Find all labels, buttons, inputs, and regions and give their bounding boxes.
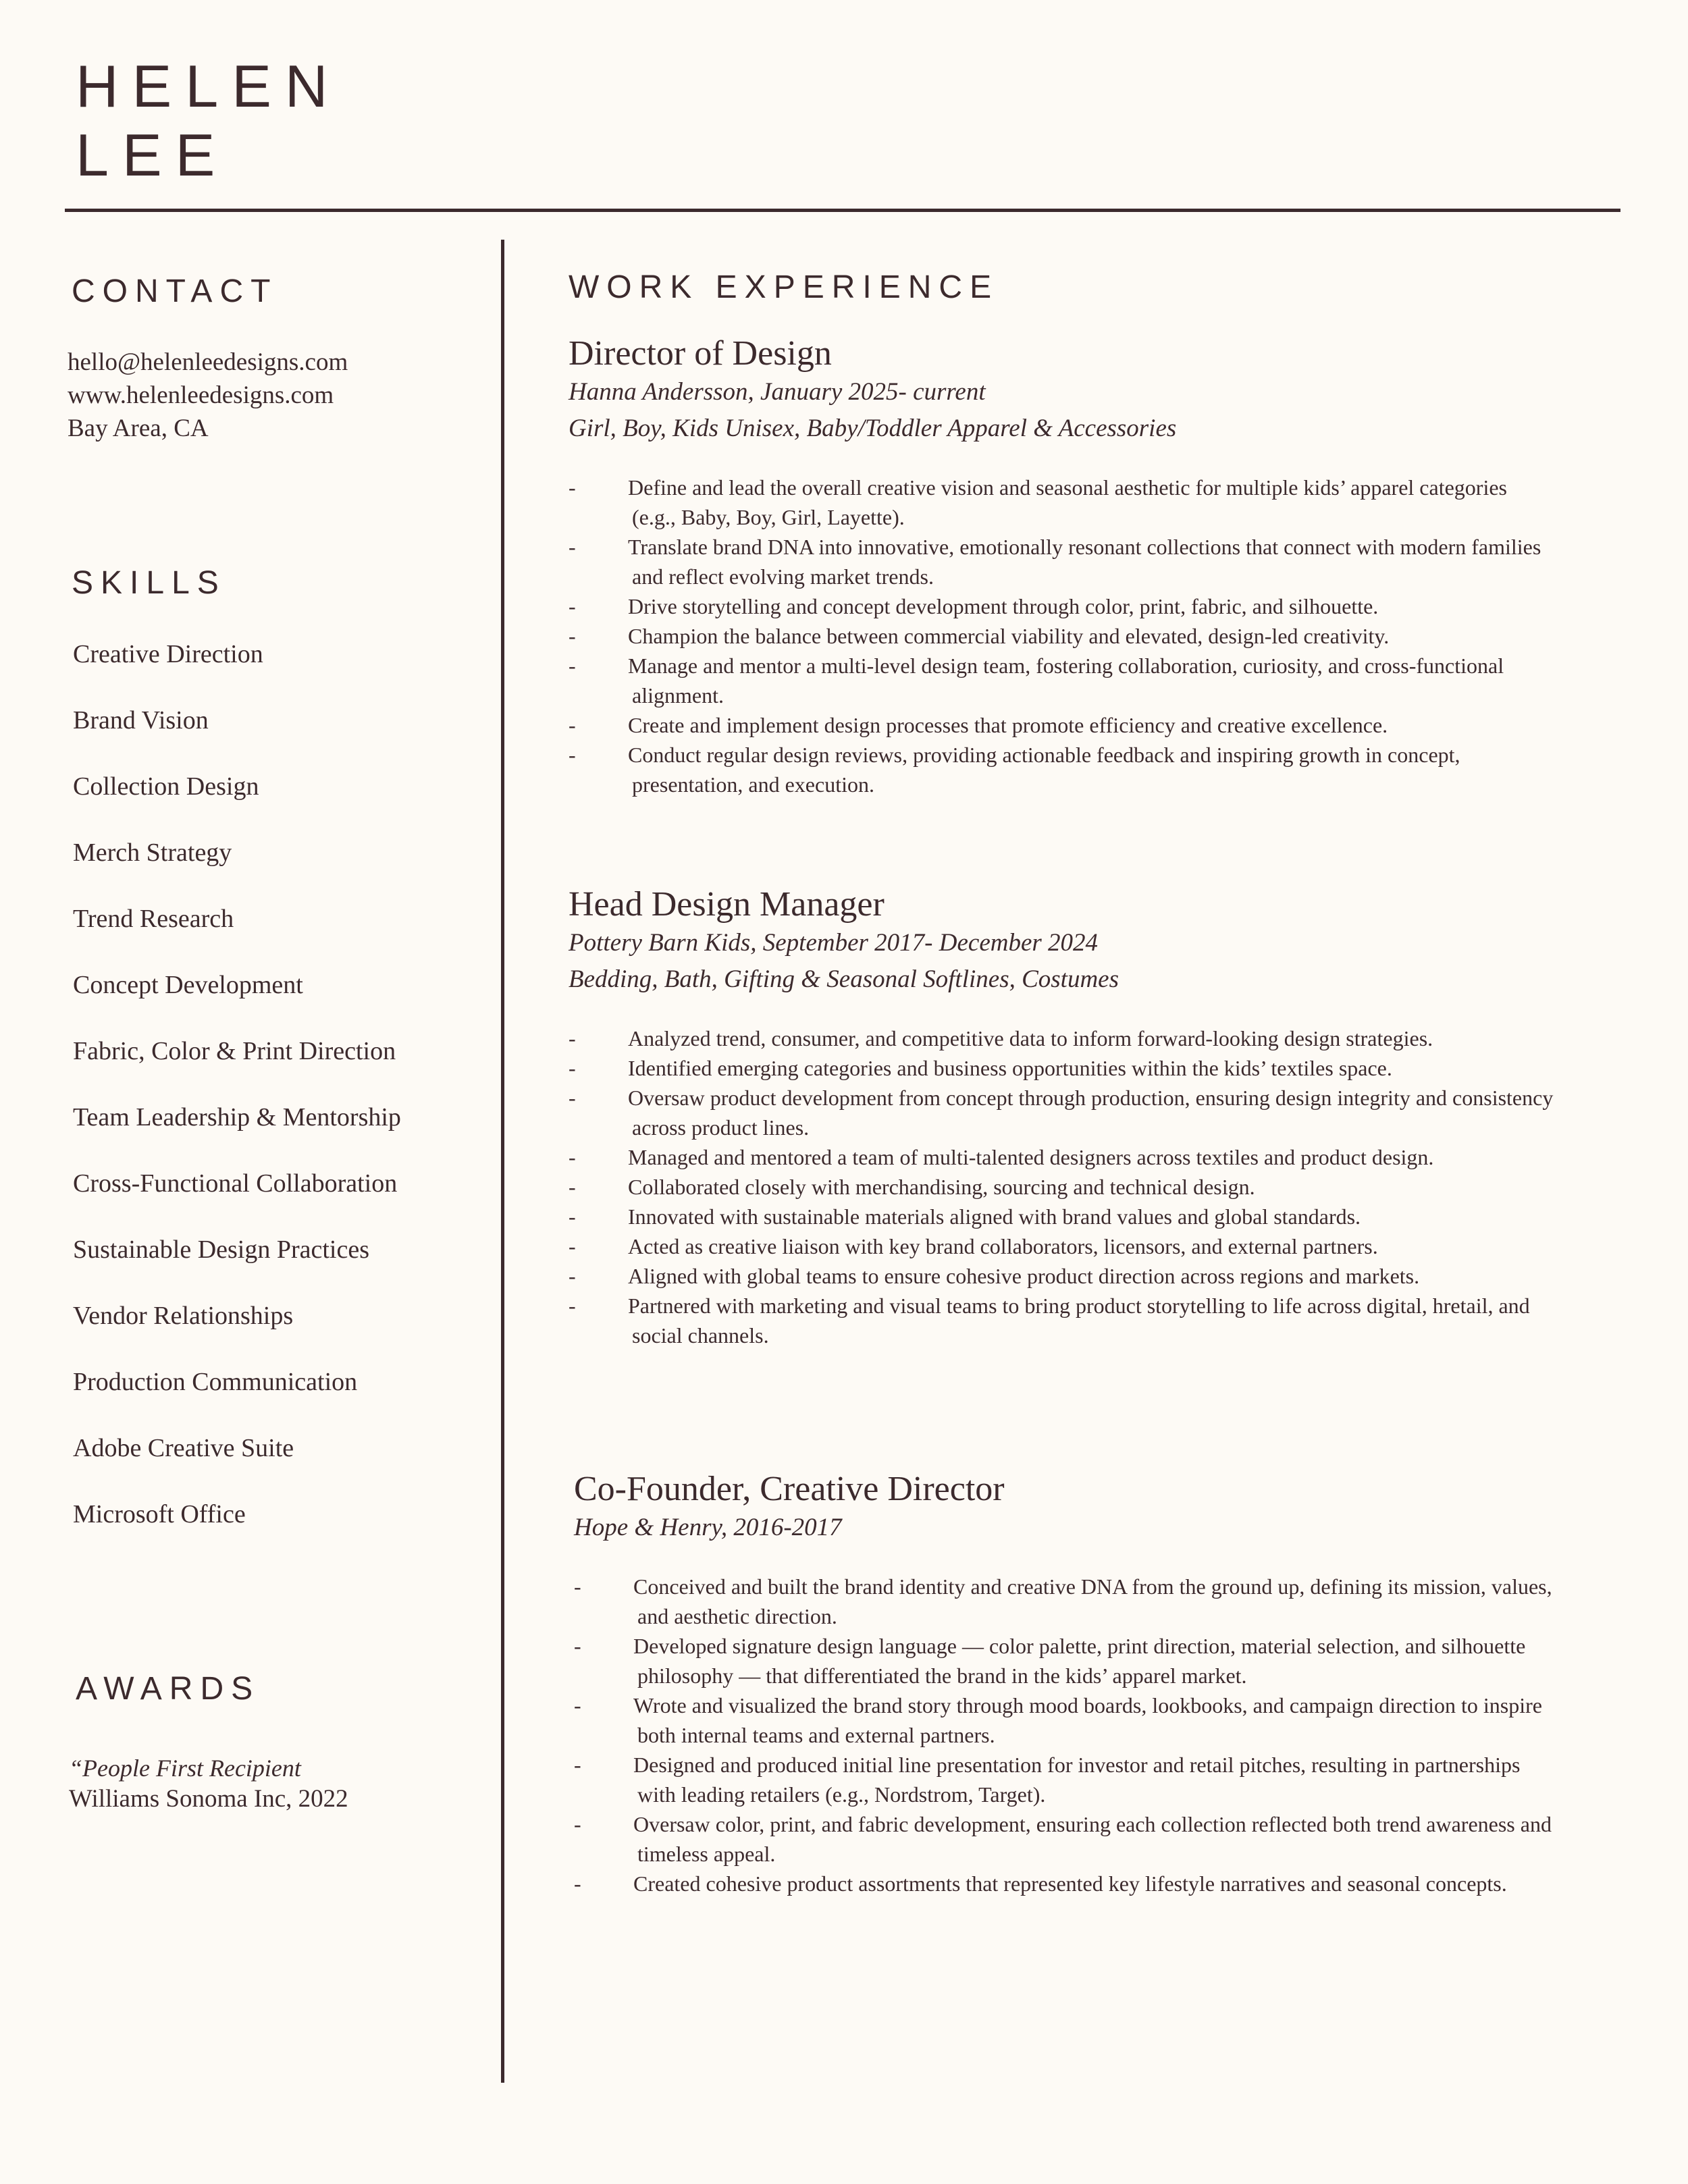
skill-item: Production Communication (73, 1368, 358, 1396)
bullet-marker: - (569, 475, 576, 500)
bullet-marker: - (569, 1026, 576, 1050)
job-entry (574, 1469, 1560, 1898)
job-title: Director of Design (569, 334, 832, 373)
bullet-marker: - (569, 1234, 576, 1258)
job-bullets (574, 1572, 1560, 1898)
bullet-item: - Champion the balance between commercial viability and elevated, design-led creativity. (569, 621, 1554, 651)
skill-item: Fabric, Color & Print Direction (73, 1037, 396, 1065)
bullet-item: - Identified emerging categories and business opportunities within the kids’ textiles space. (569, 1053, 1554, 1083)
skill-item: Concept Development (73, 971, 303, 999)
skill-item: Microsoft Office (73, 1500, 246, 1528)
skill-item: Merch Strategy (73, 838, 232, 867)
job-bullets (569, 473, 1554, 799)
name-last: LEE (76, 122, 229, 188)
skill-item: Collection Design (73, 772, 259, 801)
bullet-marker: - (574, 1574, 581, 1599)
bullet-item: - Partnered with marketing and visual teams to bring product storytelling to life across digital, hretail, and social channels. (569, 1291, 1554, 1350)
bullet-marker: - (569, 594, 576, 618)
bullet-marker: - (569, 1056, 576, 1080)
job-title: Co-Founder, Creative Director (574, 1470, 1005, 1508)
job-title: Head Design Manager (569, 885, 885, 924)
bullet-marker: - (569, 743, 576, 767)
contact-email[interactable]: hello@helenleedesigns.com (68, 348, 348, 376)
bullet-marker: - (569, 1264, 576, 1288)
bullet-marker: - (569, 1204, 576, 1229)
skill-item: Adobe Creative Suite (73, 1434, 294, 1462)
job-bullets (569, 1023, 1554, 1350)
skill-item: Trend Research (73, 905, 234, 933)
bullet-item: - Oversaw product development from concept through production, ensuring design integrity and consistency across product lines. (569, 1083, 1554, 1142)
contact-heading: CONTACT (72, 273, 278, 309)
bullet-item: - Wrote and visualized the brand story through mood boards, lookbooks, and campaign direction to inspire both internal teams and external partners. (574, 1690, 1560, 1750)
skill-item: Brand Vision (73, 706, 209, 735)
job-entry (569, 884, 1554, 1350)
job-categories: Bedding, Bath, Gifting & Seasonal Softlines, Costumes (569, 965, 1119, 993)
skills-heading: SKILLS (72, 565, 226, 601)
skill-item: Sustainable Design Practices (73, 1235, 370, 1264)
contact-website[interactable]: www.helenleedesigns.com (68, 381, 334, 409)
job-entry (569, 334, 1554, 799)
column-divider (501, 240, 504, 2083)
bullet-item: - Conduct regular design reviews, providing actionable feedback and inspiring growth in concept, presentation, and execution. (569, 740, 1554, 799)
bullet-item: - Drive storytelling and concept development through color, print, fabric, and silhouette. (569, 591, 1554, 621)
bullet-item: - Developed signature design language — color palette, print direction, material selection, and silhouette philosophy — that differentiated the brand in the kids’ apparel market. (574, 1631, 1560, 1690)
bullet-item: - Translate brand DNA into innovative, emotionally resonant collections that connect with modern families and reflect evolving market trends. (569, 532, 1554, 591)
bullet-item: - Acted as creative liaison with key brand collaborators, licensors, and external partners. (569, 1231, 1554, 1261)
job-categories: Girl, Boy, Kids Unisex, Baby/Toddler Apparel & Accessories (569, 415, 1177, 442)
awards-heading: AWARDS (76, 1671, 261, 1707)
award-title: “People First Recipient (69, 1755, 301, 1782)
bullet-marker: - (569, 1294, 576, 1318)
bullet-item: - Aligned with global teams to ensure cohesive product direction across regions and markets. (569, 1261, 1554, 1291)
job-company-dates: Hope & Henry, 2016-2017 (574, 1514, 842, 1541)
bullet-marker: - (569, 1086, 576, 1110)
skill-item: Vendor Relationships (73, 1302, 294, 1330)
bullet-marker: - (569, 713, 576, 737)
bullet-item: - Designed and produced initial line presentation for investor and retail pitches, resulting in partnerships with leading retailers (e.g., Nordstrom, Target). (574, 1750, 1560, 1809)
skill-item: Creative Direction (73, 640, 263, 668)
bullet-item: - Create and implement design processes that promote efficiency and creative excellence. (569, 710, 1554, 740)
award-org: Williams Sonoma Inc, 2022 (69, 1785, 348, 1813)
bullet-item: - Conceived and built the brand identity and creative DNA from the ground up, defining its mission, values, and aesthetic direction. (574, 1572, 1560, 1631)
bullet-marker: - (569, 624, 576, 648)
work-experience-heading: WORK EXPERIENCE (569, 269, 999, 305)
bullet-marker: - (574, 1812, 581, 1836)
header-divider (65, 209, 1620, 212)
bullet-item: - Define and lead the overall creative vision and seasonal aesthetic for multiple kids’ apparel categories (e.g., Baby, Boy, Girl, Layette). (569, 473, 1554, 532)
contact-location: Bay Area, CA (68, 415, 209, 442)
job-company-dates: Hanna Andersson, January 2025- current (569, 378, 986, 406)
bullet-marker: - (574, 1634, 581, 1658)
bullet-item: - Collaborated closely with merchandising, sourcing and technical design. (569, 1172, 1554, 1202)
skill-item: Team Leadership & Mentorship (73, 1103, 401, 1131)
bullet-item: - Oversaw color, print, and fabric development, ensuring each collection reflected both trend awareness and timeless appeal. (574, 1809, 1560, 1869)
bullet-item: - Managed and mentored a team of multi-talented designers across textiles and product design. (569, 1142, 1554, 1172)
bullet-marker: - (574, 1693, 581, 1717)
job-company-dates: Pottery Barn Kids, September 2017- December 2024 (569, 929, 1099, 957)
bullet-marker: - (569, 654, 576, 678)
skill-item: Cross-Functional Collaboration (73, 1169, 398, 1198)
bullet-item: - Analyzed trend, consumer, and competitive data to inform forward-looking design strategies. (569, 1023, 1554, 1053)
bullet-item: - Innovated with sustainable materials aligned with brand values and global standards. (569, 1202, 1554, 1231)
bullet-marker: - (569, 535, 576, 559)
bullet-item: - Manage and mentor a multi-level design team, fostering collaboration, curiosity, and cross-functional alignment. (569, 651, 1554, 710)
bullet-item: - Created cohesive product assortments that represented key lifestyle narratives and seasonal concepts. (574, 1869, 1560, 1898)
bullet-marker: - (574, 1753, 581, 1777)
bullet-marker: - (574, 1871, 581, 1896)
bullet-marker: - (569, 1145, 576, 1169)
name-first: HELEN (76, 53, 342, 119)
bullet-marker: - (569, 1175, 576, 1199)
